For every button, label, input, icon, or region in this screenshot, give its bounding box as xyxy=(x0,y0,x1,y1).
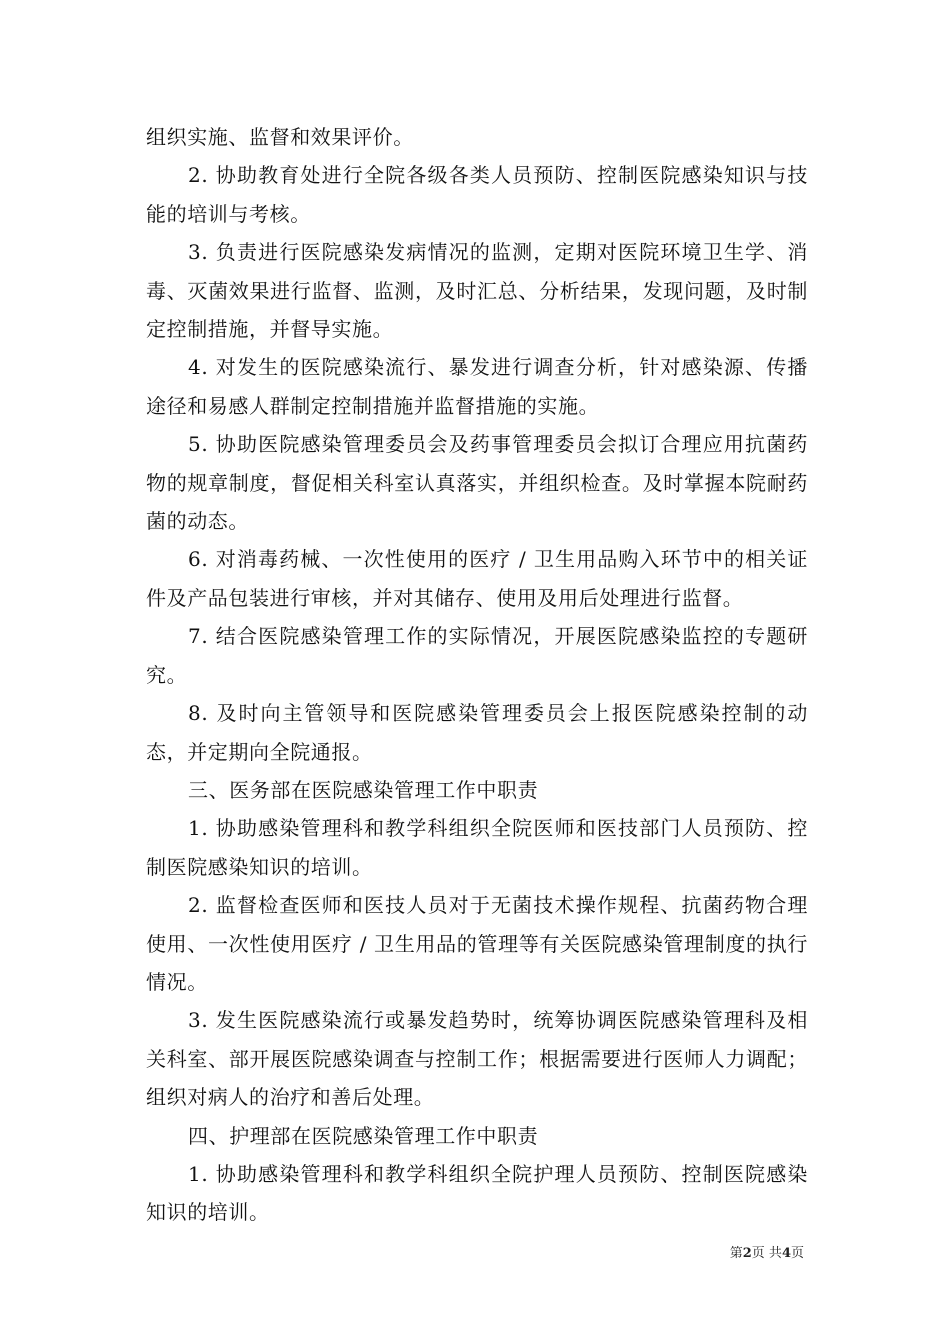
paragraph-item-6: 6. 对消毒药械、一次性使用的医疗 / 卫生用品购入环节中的相关证件及产品包装进行审核，并对其储存、使用及用后处理进行监督。 xyxy=(146,547,808,610)
body-text xyxy=(146,118,808,1232)
page-number-footer xyxy=(730,1246,804,1262)
paragraph-medical-3: 3. 发生医院感染流行或暴发趋势时，统筹协调医院感染管理科及相关科室、部开展医院感染调查与控制工作；根据需要进行医师人力调配；组织对病人的治疗和善后处理。 xyxy=(146,1008,808,1110)
paragraph-item-2: 2. 协助教育处进行全院各级各类人员预防、控制医院感染知识与技能的培训与考核。 xyxy=(146,163,808,226)
footer-prefix: 第 xyxy=(729,1246,743,1261)
footer-suffix: 页 xyxy=(790,1246,804,1261)
paragraph-item-8: 8. 及时向主管领导和医院感染管理委员会上报医院感染控制的动态，并定期向全院通报。 xyxy=(146,701,808,764)
paragraph-continuation: 组织实施、监督和效果评价。 xyxy=(146,125,414,149)
paragraph-item-4: 4. 对发生的医院感染流行、暴发进行调查分析，针对感染源、传播途径和易感人群制定控制措施并监督措施的实施。 xyxy=(146,355,808,418)
paragraph-medical-2: 2. 监督检查医师和医技人员对于无菌技术操作规程、抗菌药物合理使用、一次性使用医疗 / 卫生用品的管理等有关医院感染管理制度的执行情况。 xyxy=(146,893,808,994)
paragraph-item-3: 3. 负责进行医院感染发病情况的监测，定期对医院环境卫生学、消毒、灭菌效果进行监督、监测，及时汇总、分析结果，发现问题，及时制定控制措施，并督导实施。 xyxy=(146,240,808,342)
footer-middle: 页 共 xyxy=(751,1246,782,1261)
section-heading-medical-dept: 三、医务部在医院感染管理工作中职责 xyxy=(188,777,539,802)
paragraph-nursing-1: 1. 协助感染管理科和教学科组织全院护理人员预防、控制医院感染知识的培训。 xyxy=(146,1161,808,1225)
section-heading-nursing-dept: 四、护理部在医院感染管理工作中职责 xyxy=(188,1123,539,1148)
paragraph-item-7: 7. 结合医院感染管理工作的实际情况，开展医院感染监控的专题研究。 xyxy=(146,624,808,687)
paragraph-medical-1: 1. 协助感染管理科和教学科组织全院医师和医技部门人员预防、控制医院感染知识的培训。 xyxy=(146,816,808,879)
total-pages-number: 4 xyxy=(781,1246,791,1261)
paragraph-item-5: 5. 协助医院感染管理委员会及药事管理委员会拟订合理应用抗菌药物的规章制度，督促相关科室认真落实，并组织检查。及时掌握本院耐药菌的动态。 xyxy=(146,432,808,534)
current-page-number: 2 xyxy=(742,1246,752,1261)
